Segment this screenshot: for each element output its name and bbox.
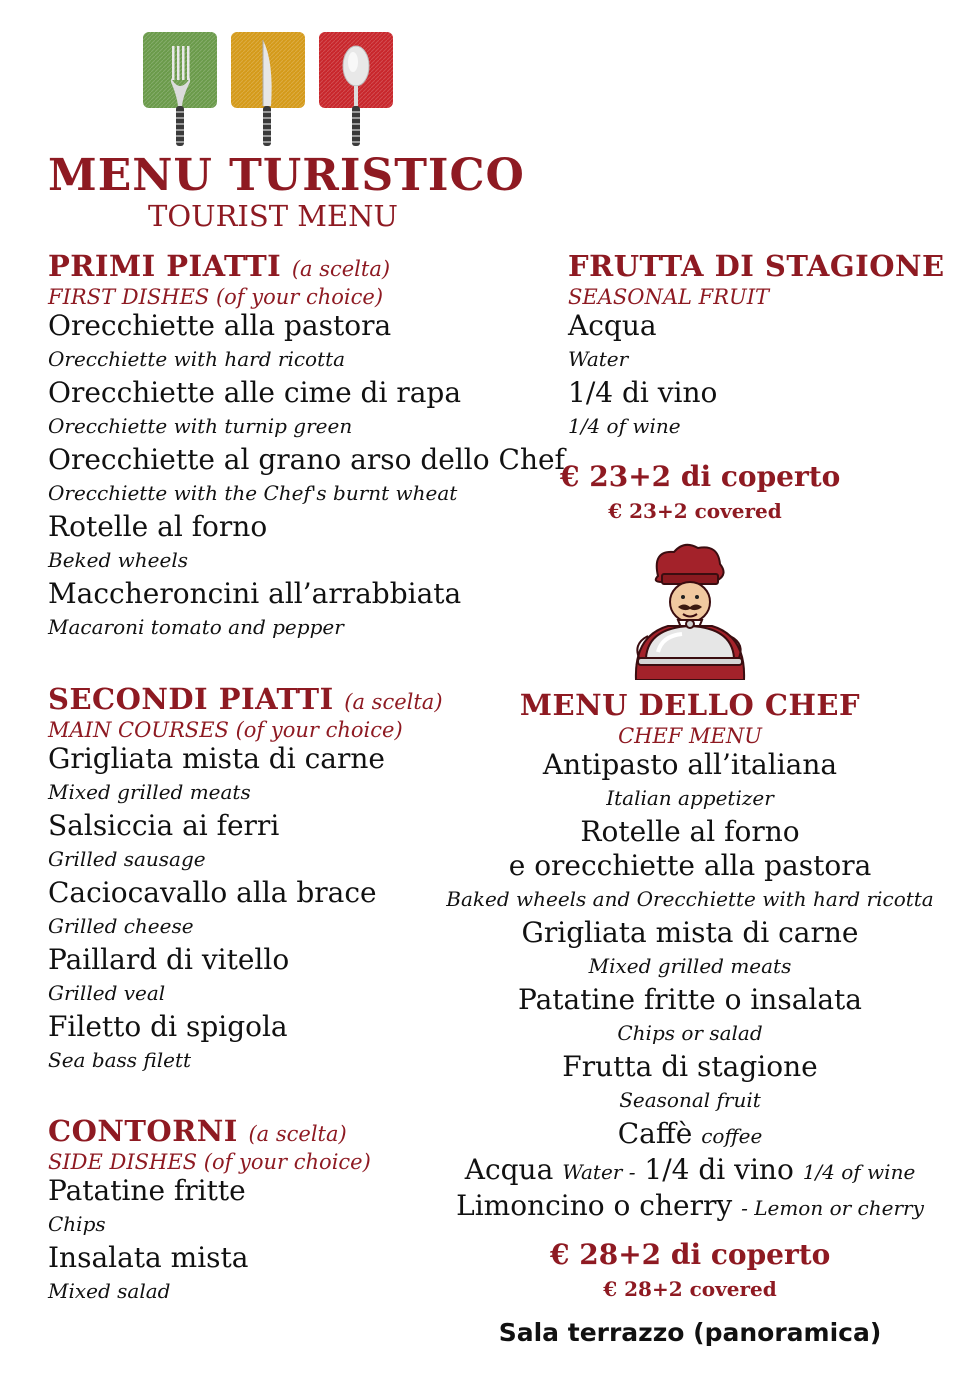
dish-name: Frutta di stagione [562,1050,818,1083]
page-title: MENU TURISTICO [48,150,525,201]
primi-title-text: PRIMI PIATTI [48,249,282,283]
dish-name: 1/4 di vino [568,376,718,409]
dish-name: Patatine fritte o insalata [517,983,862,1016]
chef-price: € 28+2 di coperto [550,1238,831,1271]
dish-name: Insalata mista [48,1241,249,1274]
dish-translation: Baked wheels and Orecchiette with hard ricotta [446,887,934,911]
secondi-subtitle: MAIN COURSES (of your choice) [48,718,403,742]
dish-name: Acqua [568,309,657,342]
vino-name: 1/4 di vino [644,1153,794,1186]
primi-title [48,249,518,283]
tourist-price: € 23+2 di coperto [560,460,841,493]
secondi-title-text: SECONDI PIATTI [48,682,334,716]
dish-translation: Macaroni tomato and pepper [48,615,344,639]
dish-translation: Mixed grilled meats [588,954,792,978]
acqua-name: Acqua [464,1153,554,1186]
chef-subtitle: CHEF MENU [618,724,762,748]
chef-section [446,688,934,1225]
secondi-section [48,682,518,1077]
contorni-title-text: CONTORNI [48,1114,238,1148]
dish-name: Caciocavallo alla brace [48,876,377,909]
frutta-title: FRUTTA DI STAGIONE [568,249,945,283]
dish-translation: Orecchiette with hard ricotta [48,347,346,371]
limoncino-line [450,1189,930,1225]
dish-name: Maccheroncini all’arrabbiata [48,577,462,610]
logo [143,32,395,150]
dish-translation: Sea bass filett [48,1048,192,1072]
dish-translation: Orecchiette with turnip green [48,414,353,438]
contorni-note: (a scelta) [248,1122,347,1146]
caffe-line [450,1117,930,1153]
limoncino-name: Limoncino o cherry [456,1189,733,1222]
dish-translation: Grilled sausage [48,847,206,871]
contorni-section [48,1114,518,1308]
dish-name: Grigliata mista di carne [521,916,859,949]
limoncino-translation: - Lemon or cherry [741,1196,924,1220]
chef-illustration [618,540,760,680]
footer-note: Sala terrazzo (panoramica) [498,1318,882,1347]
frutta-section [568,249,968,443]
dish-name: Orecchiette al grano arso dello Chef [48,443,565,476]
contorni-title [48,1114,518,1148]
dish-name-line2: e orecchiette alla pastora [508,849,872,882]
frutta-subtitle: SEASONAL FRUIT [568,285,770,309]
dish-name: Filetto di spigola [48,1010,288,1043]
dish-translation: Chips [48,1212,106,1236]
chef-price-en: € 28+2 covered [603,1277,777,1301]
tourist-price-en: € 23+2 covered [608,499,782,523]
caffe-name: Caffè [617,1117,693,1150]
cutlery-logo [143,32,395,150]
dish-translation: Chips or salad [617,1021,763,1045]
acqua-translation: Water - [562,1160,636,1184]
chef-icon [618,540,760,680]
dish-name: Paillard di vitello [48,943,290,976]
dish-name: Grigliata mista di carne [48,742,385,775]
secondi-title [48,682,518,716]
contorni-subtitle: SIDE DISHES (of your choice) [48,1150,371,1174]
page-subtitle: TOURIST MENU [148,199,398,233]
dish-translation: Italian appetizer [606,786,774,810]
dish-translation: Water [568,347,629,371]
dish-name: Patatine fritte [48,1174,246,1207]
dish-translation: Beked wheels [48,548,188,572]
dish-translation: Seasonal fruit [619,1088,761,1112]
dish-translation: Grilled veal [48,981,166,1005]
caffe-translation: coffee [701,1124,763,1148]
primi-section [48,249,565,644]
dish-translation: Mixed salad [48,1279,171,1303]
primi-note: (a scelta) [291,257,391,281]
dish-name: Rotelle al forno [48,510,268,543]
acqua-vino-line [450,1153,930,1189]
dish-name: Orecchiette alle cime di rapa [48,376,462,409]
dish-name: Orecchiette alla pastora [48,309,392,342]
primi-subtitle: FIRST DISHES (of your choice) [48,285,384,309]
dish-translation: Grilled cheese [48,914,194,938]
dish-name: Salsiccia ai ferri [48,809,280,842]
dish-translation: Orecchiette with the Chef's burnt wheat [48,481,458,505]
dish-name: Antipasto all’italiana [542,748,838,781]
vino-translation: 1/4 of wine [802,1160,916,1184]
dish-translation: 1/4 of wine [568,414,681,438]
chef-title: MENU DELLO CHEF [519,688,861,722]
dish-translation: Mixed grilled meats [48,780,251,804]
secondi-note: (a scelta) [344,690,443,714]
dish-name: Rotelle al forno [580,815,800,848]
